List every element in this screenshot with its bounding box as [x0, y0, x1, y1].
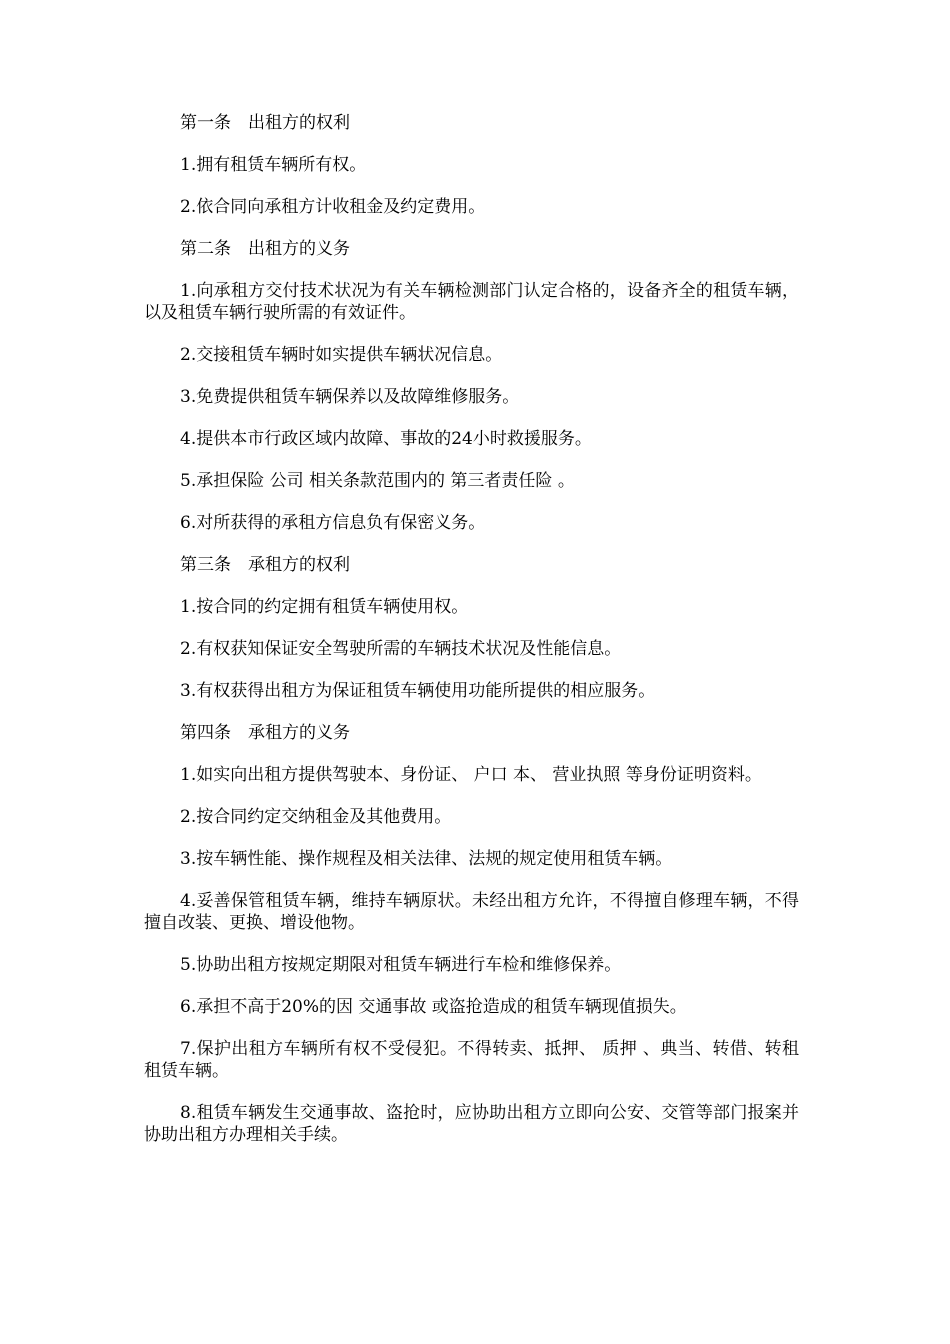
article-4-item-2: 2.按合同约定交纳租金及其他费用。 [180, 807, 452, 827]
article-2-item-6: 6.对所获得的承租方信息负有保密义务。 [180, 513, 486, 533]
article-4-item-1: 1.如实向出租方提供驾驶本、身份证、 户口 本、 营业执照 等身份证明资料。 [180, 765, 762, 785]
article-1-item-1: 1.拥有租赁车辆所有权。 [180, 155, 367, 175]
article-2-item-4: 4.提供本市行政区域内故障、事故的24小时救援服务。 [180, 429, 592, 449]
article-2-item-2: 2.交接租赁车辆时如实提供车辆状况信息。 [180, 345, 503, 365]
article-2-heading: 第二条 出租方的义务 [180, 239, 350, 259]
article-3-heading: 第三条 承租方的权利 [180, 555, 350, 575]
article-1-heading: 第一条 出租方的权利 [180, 113, 350, 133]
article-4-heading: 第四条 承租方的义务 [180, 723, 350, 743]
article-3-item-3: 3.有权获得出租方为保证租赁车辆使用功能所提供的相应服务。 [180, 681, 656, 701]
article-2-item-5: 5.承担保险 公司 相关条款范围内的 第三者责任险 。 [180, 471, 575, 491]
article-4-item-7: 7.保护出租方车辆所有权不受侵犯。不得转卖、抵押、 质押 、典当、转借、转租租赁车辆。 [144, 1039, 799, 1081]
article-4-item-5: 5.协助出租方按规定期限对租赁车辆进行车检和维修保养。 [180, 955, 622, 975]
article-4-item-4: 4.妥善保管租赁车辆，维持车辆原状。未经出租方允许，不得擅自修理车辆，不得擅自改装、更换、增设他物。 [144, 891, 799, 933]
article-4-item-3: 3.按车辆性能、操作规程及相关法律、法规的规定使用租赁车辆。 [180, 849, 673, 869]
article-4-item-8: 8.租赁车辆发生交通事故、盗抢时，应协助出租方立即向公安、交管等部门报案并协助出租方办理相关手续。 [144, 1103, 799, 1145]
article-4-item-6: 6.承担不高于20%的因 交通事故 或盗抢造成的租赁车辆现值损失。 [180, 997, 687, 1017]
document-page [144, 112, 799, 1166]
article-1-item-2: 2.依合同向承租方计收租金及约定费用。 [180, 197, 486, 217]
article-2-item-1: 1.向承租方交付技术状况为有关车辆检测部门认定合格的，设备齐全的租赁车辆，以及租赁车辆行驶所需的有效证件。 [144, 281, 799, 323]
article-3-item-1: 1.按合同的约定拥有租赁车辆使用权。 [180, 597, 469, 617]
article-3-item-2: 2.有权获知保证安全驾驶所需的车辆技术状况及性能信息。 [180, 639, 622, 659]
article-2-item-3: 3.免费提供租赁车辆保养以及故障维修服务。 [180, 387, 520, 407]
